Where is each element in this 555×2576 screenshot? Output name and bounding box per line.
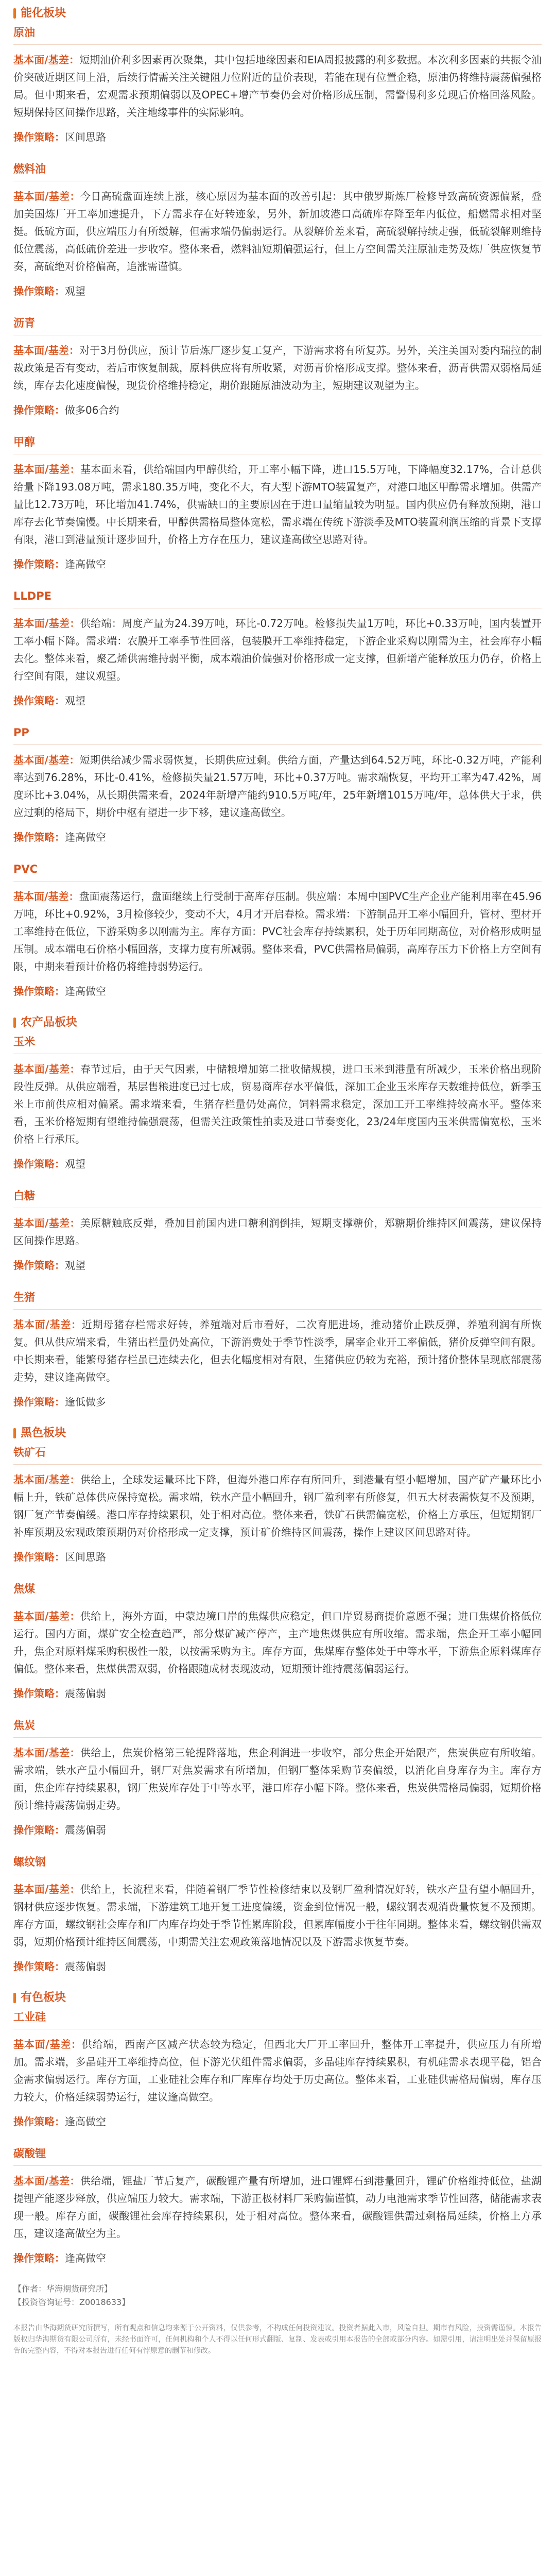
strategy-label: 操作策略： bbox=[13, 831, 65, 843]
strategy-line bbox=[13, 401, 542, 419]
commodity-block bbox=[13, 2146, 542, 2267]
fundamentals-paragraph bbox=[13, 188, 542, 275]
title-divider bbox=[13, 1464, 542, 1465]
fundamentals-paragraph bbox=[13, 51, 542, 121]
strategy-label: 操作策略： bbox=[13, 558, 65, 570]
fundamentals-text: 供给上，全球发运量环比下降，但海外港口库存有所回升，到港量有望小幅增加，国产矿产量环比小幅上升，铁矿总体供应保持宽松。需求端，铁水产量小幅回升，钢厂盈利率有所修复，但五大材表需恢复不及预期，钢厂复产节奏偏缓。港口库存持续累积，处于相对高位。整体来看，铁矿石供需偏宽松，价格上方承压，但短期钢厂补库预期及宏观政策预期仍对价格形成一定支撑，预计矿价维持区间震荡，操作上建议区间思路对待。 bbox=[13, 1473, 542, 1538]
strategy-text: 观望 bbox=[65, 1158, 85, 1170]
fundamentals-text: 近期母猪存栏需求好转，养殖端对后市看好，二次育肥进场，推动猪价止跌反弹，养殖利润有所恢复。但从供应端来看，生猪出栏量仍处高位，下游消费处于季节性淡季，屠宰企业开工率偏低，猪价反弹空间有限。中长期来看，能繁母猪存栏虽已连续去化，但去化幅度相对有限，生猪供应仍较为充裕，预计猪价整体呈现底部震荡走势，建议逢高做空。 bbox=[13, 1318, 542, 1383]
report-footer bbox=[13, 2282, 542, 2309]
commodity-block bbox=[13, 315, 542, 419]
title-divider bbox=[13, 881, 542, 882]
report-content bbox=[13, 6, 542, 2267]
commodity-block bbox=[13, 1445, 542, 1566]
strategy-label: 操作策略： bbox=[13, 2252, 65, 2264]
strategy-line bbox=[13, 1393, 542, 1411]
strategy-text: 逢高做空 bbox=[65, 2115, 106, 2128]
strategy-line bbox=[13, 1155, 542, 1173]
strategy-text: 逢高做空 bbox=[65, 985, 106, 997]
fundamentals-paragraph bbox=[13, 342, 542, 394]
title-divider bbox=[13, 1737, 542, 1738]
commodity-title: 生猪 bbox=[13, 1291, 35, 1303]
fundamentals-text: 美原糖触底反弹，叠加目前国内进口糖利润倒挂，短期支撑糖价，郑糖期价维持区间震荡，建议保持区间操作思路。 bbox=[13, 1217, 542, 1247]
fundamentals-text: 今日高硫盘面连续上涨，核心原因为基本面的改善引起：其中俄罗斯炼厂检修导致高硫资源偏紧，叠加美国炼厂开工率加速提升，下方需求存在好转迹象，另外，新加坡港口高硫库存降至年内低位，船燃需求相对坚挺。低硫方面，供应端压力有所缓解，但需求端仍偏弱运行。从裂解价差来看，高硫裂解持续走强，低硫裂解则维持低位震荡，高低硫价差进一步收窄。整体来看，燃料油短期偏强运行，但上方空间需关注原油走势及炼厂供应恢复节奏，高硫绝对价格偏高，追涨需谨慎。 bbox=[13, 190, 542, 273]
strategy-label: 操作策略： bbox=[13, 985, 65, 997]
fundamentals-label: 基本面/基差： bbox=[13, 1473, 80, 1486]
fundamentals-text: 基本面来看，供给端国内甲醇供给，开工率小幅下降，进口15.5万吨，下降幅度32.17%，合计总供给量下降193.08万吨，需求180.35万吨，变化不大，有大型下游MTO装置复产，对港口地区甲醇需求增加。供需产量比12.73万吨，环比增加41.74%，供需缺口的主要原因在于进口量缩量较为明显。国内供应仍有释放预期，港口库存去化节奏偏慢。中长期来看，甲醇供需格局整体宽松，需求端在传统下游淡季及MTO装置利润压缩的背景下支撑有限，港口到港量预计逐步回升，价格上方存在压力，建议逢高做空思路对待。 bbox=[13, 463, 542, 546]
commodity-block bbox=[13, 588, 542, 709]
fundamentals-label: 基本面/基差： bbox=[13, 754, 80, 766]
fundamentals-paragraph bbox=[13, 1880, 542, 1951]
fundamentals-paragraph bbox=[13, 2172, 542, 2242]
fundamentals-paragraph bbox=[13, 615, 542, 685]
strategy-text: 震荡偏弱 bbox=[65, 1960, 106, 1973]
strategy-line bbox=[13, 1685, 542, 1702]
strategy-text: 观望 bbox=[65, 694, 85, 707]
fundamentals-paragraph bbox=[13, 1060, 542, 1148]
fundamentals-paragraph bbox=[13, 1316, 542, 1386]
commodity-block bbox=[13, 1581, 542, 1702]
fundamentals-text: 短期油价利多因素再次聚集，其中包括地缘因素和EIA周报披露的利多数据。本次利多因素的共振令油价突破近期区间上沿，后续行情需关注关键阻力位附近的量价表现，若能在现有位置企稳，原油仍将维持震荡偏强格局。但中期来看，宏观需求预期偏弱以及OPEC+增产节奏仍会对价格形成压制，需警惕利多兑现后价格回落风险。短期保持区间操作思路，关注地缘事件的实际影响。 bbox=[13, 54, 542, 118]
commodity-block bbox=[13, 25, 542, 146]
fundamentals-paragraph bbox=[13, 1607, 542, 1677]
fundamentals-label: 基本面/基差： bbox=[13, 344, 80, 357]
title-divider bbox=[13, 44, 542, 45]
title-divider bbox=[13, 1309, 542, 1310]
commodity-block bbox=[13, 1188, 542, 1274]
fundamentals-label: 基本面/基差： bbox=[13, 1063, 80, 1075]
commodity-block bbox=[13, 1034, 542, 1173]
commodity-title: 白糖 bbox=[13, 1190, 35, 1202]
fundamentals-label: 基本面/基差： bbox=[13, 190, 80, 202]
fundamentals-text: 供给端：周度产量为24.39万吨，环比-0.72万吨。检修损失量1万吨，环比+0.33万吨，国内装置开工率小幅下降。需求端：农膜开工率季节性回落，包装膜开工率维持稳定，下游企业采购以刚需为主，社会库存小幅去化。整体来看，聚乙烯供需维持弱平衡，成本端油价偏强对价格形成一定支撑，但新增产能释放压力仍存，价格上行空间有限，建议观望。 bbox=[13, 617, 542, 682]
strategy-line bbox=[13, 982, 542, 1000]
strategy-label: 操作策略： bbox=[13, 1960, 65, 1973]
strategy-text: 观望 bbox=[65, 285, 85, 297]
fundamentals-text: 供给上，长流程来看，伴随着钢厂季节性检修结束以及钢厂盈利情况好转，铁水产量有望小幅回升，钢材供应逐步恢复。需求端，下游建筑工地开复工进度偏缓，资金到位情况一般，螺纹钢表观消费量恢复不及预期。库存方面，螺纹钢社会库存和厂内库存均处于季节性累库阶段，但累库幅度小于往年同期。整体来看，螺纹钢供需双弱，短期价格预计维持区间震荡，中期需关注宏观政策落地情况以及下游需求恢复节奏。 bbox=[13, 1883, 542, 1948]
fundamentals-label: 基本面/基差： bbox=[13, 2038, 82, 2050]
commodity-title: 甲醇 bbox=[13, 436, 35, 448]
fundamentals-label: 基本面/基差： bbox=[13, 54, 80, 66]
strategy-label: 操作策略： bbox=[13, 1824, 65, 1836]
fundamentals-text: 对于3月份供应，预计节后炼厂逐步复工复产，下游需求将有所复苏。另外，关注美国对委内瑞拉的制裁政策是否有变动，若后市恢复制裁，原料供应将有所收紧，对沥青价格形成支撑。整体来看，沥青供需双弱格局延续，库存去化速度偏慢，现货价格维持稳定，期价跟随原油波动为主，短期建议观望为主。 bbox=[13, 344, 542, 392]
strategy-line bbox=[13, 2113, 542, 2130]
strategy-text: 区间思路 bbox=[65, 131, 106, 143]
strategy-line bbox=[13, 128, 542, 146]
fundamentals-paragraph bbox=[13, 1214, 542, 1249]
fundamentals-text: 供给上，海外方面，中蒙边境口岸的焦煤供应稳定，但口岸贸易商提价意愿不强；进口焦煤价格低位运行。国内方面，煤矿安全检查趋严，部分煤矿减产停产，主产地焦煤供应有所收缩。需求端，焦企开工率小幅回升，焦企对原料煤采购积极性一般，以按需采购为主。库存方面，焦煤库存整体处于中等水平，下游焦企原料煤库存偏低。整体来看，焦煤供需双弱，价格跟随成材表现波动，短期预计维持震荡偏弱运行。 bbox=[13, 1610, 542, 1675]
strategy-label: 操作策略： bbox=[13, 131, 65, 143]
author-line: 【作者：华海期货研究所】 bbox=[13, 2284, 113, 2294]
strategy-text: 逢高做空 bbox=[65, 558, 106, 570]
commodity-block bbox=[13, 161, 542, 300]
fundamentals-label: 基本面/基差： bbox=[13, 463, 81, 476]
strategy-line bbox=[13, 1257, 542, 1274]
section-heading: 有色板块 bbox=[13, 1991, 542, 2005]
license-line: 【投资咨询证号：Z0018633】 bbox=[13, 2297, 130, 2307]
strategy-line bbox=[13, 2249, 542, 2267]
commodity-title: 沥青 bbox=[13, 317, 35, 329]
commodity-title: 燃料油 bbox=[13, 163, 46, 175]
strategy-line bbox=[13, 1548, 542, 1566]
strategy-line bbox=[13, 692, 542, 709]
fundamentals-label: 基本面/基差： bbox=[13, 1217, 80, 1229]
commodity-title: 焦炭 bbox=[13, 1719, 35, 1732]
strategy-label: 操作策略： bbox=[13, 1396, 65, 1408]
fundamentals-paragraph bbox=[13, 461, 542, 548]
commodity-title: PP bbox=[13, 726, 29, 739]
strategy-label: 操作策略： bbox=[13, 1551, 65, 1563]
commodity-block bbox=[13, 1854, 542, 1975]
strategy-line bbox=[13, 282, 542, 300]
fundamentals-text: 盘面震荡运行，盘面继续上行受制于高库存压制。供应端：本周中国PVC生产企业产能利用率在45.96万吨，环比+0.92%，3月检修较少，变动不大，4月才开启春检。需求端：下游制品开工率小幅回升，管材、型材开工率维持在低位，下游采购多以刚需为主。库存方面：PVC社会库存持续累积，处于历年同期高位，对价格形成明显压制。成本端电石价格小幅回落，支撑力度有所减弱。整体来看，PVC供需格局偏弱，高库存压力下价格上方空间有限，中期来看预计价格仍将维持弱势运行。 bbox=[13, 890, 542, 973]
commodity-title: LLDPE bbox=[13, 590, 51, 602]
strategy-line bbox=[13, 555, 542, 573]
fundamentals-text: 供给上，焦炭价格第三轮提降落地，焦企利润进一步收窄，部分焦企开始限产，焦炭供应有所收缩。需求端，铁水产量小幅回升，钢厂对焦炭需求有所增加，但钢厂整体采购节奏偏缓，以消化自身库存为主。库存方面，焦企库存持续累积，钢厂焦炭库存处于中等水平，港口库存小幅下降。整体来看，焦炭供需格局偏弱，短期价格预计维持震荡偏弱走势。 bbox=[13, 1747, 542, 1811]
strategy-label: 操作策略： bbox=[13, 2115, 65, 2128]
commodity-block bbox=[13, 1718, 542, 1839]
commodity-block bbox=[13, 861, 542, 1000]
commodity-title: 焦煤 bbox=[13, 1583, 35, 1595]
fundamentals-label: 基本面/基差： bbox=[13, 890, 79, 903]
strategy-label: 操作策略： bbox=[13, 1687, 65, 1700]
fundamentals-label: 基本面/基差： bbox=[13, 617, 80, 630]
commodity-title: 原油 bbox=[13, 26, 35, 39]
commodity-title: 铁矿石 bbox=[13, 1446, 46, 1459]
commodity-block bbox=[13, 2009, 542, 2130]
strategy-text: 逢高做空 bbox=[65, 831, 106, 843]
fundamentals-text: 春节过后，由于天气因素，中储粮增加第二批收储规模，进口玉米到港量有所减少，玉米价格出现阶段性反弹。从供应端看，基层售粮进度已过七成，贸易商库存水平偏低，深加工企业玉米库存天数维持低位，新季玉米上市前供应相对偏紧。需求端来看，生猪存栏量仍处高位，饲料需求稳定，深加工开工率维持较高水平。整体来看，玉米价格短期有望维持偏强震荡，但需关注政策性拍卖及进口节奏变化，23/24年度国内玉米供需偏宽松，玉米价格上行承压。 bbox=[13, 1063, 542, 1145]
strategy-label: 操作策略： bbox=[13, 1158, 65, 1170]
strategy-text: 观望 bbox=[65, 1259, 85, 1272]
strategy-text: 逢高做空 bbox=[65, 2252, 106, 2264]
fundamentals-label: 基本面/基差： bbox=[13, 1747, 80, 1759]
commodity-title: 工业硅 bbox=[13, 2011, 46, 2023]
strategy-text: 震荡偏弱 bbox=[65, 1687, 106, 1700]
commodity-title: 碳酸锂 bbox=[13, 2147, 46, 2160]
disclaimer-text: 本报告由华海期货研究所撰写，所有观点和信息均来源于公开资料，仅供参考，不构成任何投资建议。投资者据此入市，风险自担。期市有风险，投资需谨慎。本报告版权归华海期货有限公司所有，未经书面许可，任何机构和个人不得以任何形式翻版、复制、发表或引用本报告的全部或部分内容。如需引用，请注明出处并保留原报告的完整内容，不得对本报告进行任何有悖原意的删节和修改。 bbox=[13, 2324, 542, 2355]
strategy-label: 操作策略： bbox=[13, 404, 65, 416]
commodity-title: PVC bbox=[13, 863, 38, 875]
strategy-label: 操作策略： bbox=[13, 285, 65, 297]
strategy-line bbox=[13, 1958, 542, 1975]
commodity-block bbox=[13, 434, 542, 573]
fundamentals-label: 基本面/基差： bbox=[13, 1610, 80, 1622]
section-heading: 农产品板块 bbox=[13, 1015, 542, 1030]
strategy-text: 震荡偏弱 bbox=[65, 1824, 106, 1836]
fundamentals-paragraph bbox=[13, 2036, 542, 2106]
fundamentals-text: 短期供给减少需求弱恢复，长期供应过剩。供给方面，产量达到64.52万吨，环比-0.32万吨，产能利率达到76.28%，环比-0.41%，检修损失量21.57万吨，环比+0.37万吨。需求端恢复，平均开工率为47.42%，周度环比+3.04%，从长期供需来看，2024年新增产能约910.5万吨/年，25年新增1015万吨/年，总体供大于求，供应过剩的格局下，期价中枢有望进一步下移，建议逢高做空。 bbox=[13, 754, 542, 819]
fundamentals-paragraph bbox=[13, 751, 542, 821]
fundamentals-text: 供给端，西南产区减产状态较为稳定，但西北大厂开工率回升，整体开工率提升，供应压力有所增加。需求端，多晶硅开工率维持高位，但下游光伏组件需求偏弱，多晶硅库存持续累积，有机硅需求表现平稳，铝合金需求偏弱运行。库存方面，工业硅社会库存和厂库库存均处于历史高位。整体来看，工业硅供需格局偏弱，库存压力较大，价格延续弱势运行，建议逢高做空。 bbox=[13, 2038, 542, 2103]
strategy-label: 操作策略： bbox=[13, 694, 65, 707]
section-heading: 黑色板块 bbox=[13, 1426, 542, 1440]
title-divider bbox=[13, 744, 542, 745]
commodity-block bbox=[13, 1290, 542, 1411]
title-divider bbox=[13, 2165, 542, 2166]
fundamentals-label: 基本面/基差： bbox=[13, 1883, 80, 1895]
commodity-block bbox=[13, 725, 542, 846]
strategy-text: 做多06合约 bbox=[65, 404, 119, 416]
fundamentals-label: 基本面/基差： bbox=[13, 1318, 82, 1331]
fundamentals-label: 基本面/基差： bbox=[13, 2175, 80, 2187]
fundamentals-paragraph bbox=[13, 888, 542, 975]
strategy-label: 操作策略： bbox=[13, 1259, 65, 1272]
fundamentals-paragraph bbox=[13, 1744, 542, 1814]
section-heading: 能化板块 bbox=[13, 6, 542, 21]
strategy-line bbox=[13, 828, 542, 846]
fundamentals-paragraph bbox=[13, 1471, 542, 1541]
strategy-line bbox=[13, 1821, 542, 1839]
commodity-title: 螺纹钢 bbox=[13, 1856, 46, 1868]
strategy-text: 逢低做多 bbox=[65, 1396, 106, 1408]
commodity-title: 玉米 bbox=[13, 1036, 35, 1048]
strategy-text: 区间思路 bbox=[65, 1551, 106, 1563]
fundamentals-text: 供给端，锂盐厂节后复产，碳酸锂产量有所增加，进口锂辉石到港量回升，锂矿价格维持低位，盐湖提锂产能逐步释放，供应端压力较大。需求端，下游正极材料厂采购偏谨慎，动力电池需求季节性回落，储能需求表现一般。库存方面，碳酸锂社会库存持续累积，处于相对高位。整体来看，碳酸锂供需过剩格局延续，价格上方承压，建议逢高做空为主。 bbox=[13, 2175, 542, 2240]
